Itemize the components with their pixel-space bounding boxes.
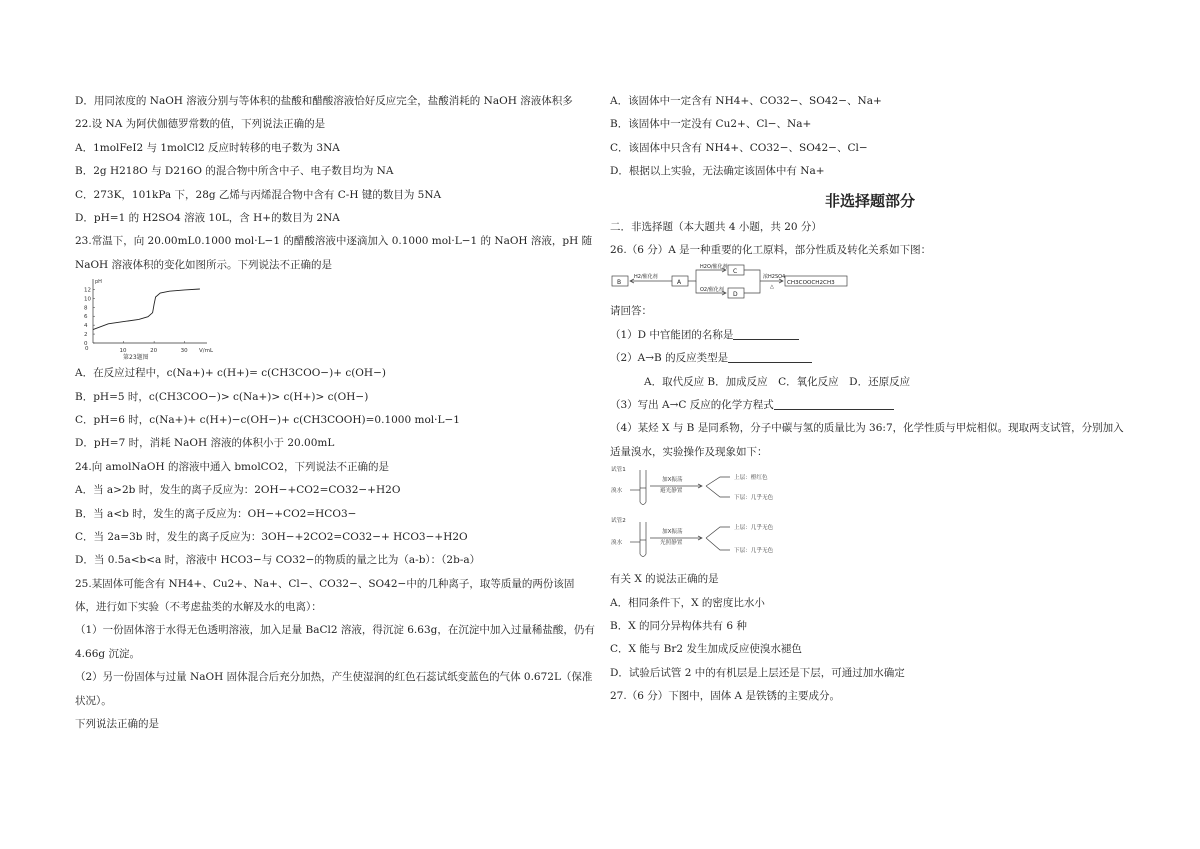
box-c-label: C: [733, 268, 738, 276]
tube1-icon: [640, 470, 646, 505]
q25-option-a: A．该固体中一定含有 NH4+、CO32−、SO42−、Na+: [610, 95, 882, 107]
q25-option-d: D．根据以上实验，无法确定该固体中有 Na+: [610, 165, 825, 178]
tube2-label: 试管2: [611, 518, 626, 525]
q27-stem: 27.（6 分）下图中，固体 A 是铁锈的主要成分。: [610, 690, 840, 703]
y-tick-label: 12: [84, 287, 91, 294]
q26-flow-diagram: [610, 262, 1130, 300]
op2-step-b: 光照静置: [660, 540, 683, 547]
q23-chart: [75, 277, 595, 362]
tube2-lower-result: 下层：几乎无色: [734, 548, 774, 555]
q22-option-c: C．273K，101kPa 下，28g 乙烯与丙烯混合物中含有 C-H 键的数目为 5NA: [75, 188, 442, 201]
q26-part4-option-b: B．X 的同分异构体共有 6 种: [610, 619, 747, 632]
y-tick-label: 8: [84, 305, 88, 312]
q26-part1: [610, 324, 1130, 347]
q24-option-b: B．当 a<b 时，发生的离子反应为：OH−+CO2=HCO3−: [75, 507, 357, 520]
x-axis-label: V/mL: [199, 348, 214, 355]
q26-part3-text: （3）写出 A→C 反应的化学方程式: [610, 398, 774, 411]
y-tick-label: 2: [84, 332, 88, 339]
q26-stem: 26.（6 分）A 是一种重要的化工原料，部分性质及转化关系如下图：: [610, 243, 932, 256]
q23-option-b: B．pH=5 时，c(CH3COO−)> c(Na+)> c(H+)> c(OH−): [75, 390, 369, 403]
ph-titration-chart: [75, 277, 215, 362]
tube2-bromine-label: 溴水: [611, 540, 623, 547]
box-d-label: D: [733, 291, 738, 299]
q23-option-a: A．在反应过程中，c(Na+)+ c(H+)= c(CH3COO−)+ c(OH−): [75, 367, 386, 380]
q26-part4-option-a: A．相同条件下，X 的密度比水小: [610, 596, 765, 609]
y-tick-label: 4: [84, 323, 88, 330]
q24-option-a: A．当 a>2b 时，发生的离子反应为：2OH−+CO2=CO32−+H2O: [75, 484, 401, 497]
op1-step-b: 避光静置: [660, 488, 683, 495]
q26-ask: 请回答：: [610, 305, 652, 318]
q26-part4-option-d: D．试验后试管 2 中的有机层是上层还是下层，可通过加水确定: [610, 666, 905, 679]
q23-option-d: D．pH=7 时，消耗 NaOH 溶液的体积小于 20.00mL: [75, 437, 335, 450]
arrow-heat-label: △: [770, 284, 774, 291]
box-b-label: B: [617, 279, 622, 287]
q26-part4-option-c: C．X 能与 Br2 发生加成反应使溴水褪色: [610, 643, 802, 656]
arrow-ad-label: O2/催化剂: [700, 287, 724, 294]
left-column: [75, 90, 595, 737]
q26-part1-text: （1）D 中官能团的名称是: [610, 328, 734, 341]
q23-stem: 23.常温下，向 20.00mL0.1000 mol·L−1 的醋酸溶液中逐滴加入 0.1000 mol·L−1 的 NaOH 溶液，pH 随 NaOH 溶液体积的变化如图所示。下列说法不正确的是: [75, 235, 593, 271]
tube1-upper-result: 上层：橙红色: [734, 475, 768, 482]
q25-ask: 下列说法正确的是: [75, 718, 159, 731]
tube2-upper-result: 上层：几乎无色: [734, 525, 774, 532]
box-a-label: A: [677, 279, 682, 287]
arrow-ab-label: H2/催化剂: [634, 274, 658, 281]
q25-experiment-2: （2）另一份固体与过量 NaOH 固体混合后充分加热，产生使湿润的红色石蕊试纸变蓝色的气体 0.672L（保准状况）。: [75, 671, 593, 707]
tube2-icon: [640, 522, 646, 557]
q26-part2-options: A．取代反应 B．加成反应 C．氧化反应 D．还原反应: [644, 375, 911, 388]
y-tick-label: 0: [84, 341, 88, 348]
q25-option-c: C．该固体中只含有 NH4+、CO32−、SO42−、Cl−: [610, 141, 868, 154]
product-label: CH3COOCH2CH3: [787, 280, 835, 287]
q26-tube-experiment: [610, 464, 1130, 568]
y-tick-label: 6: [84, 314, 88, 321]
q22-option-b: B．2g H218O 与 D216O 的混合物中所含中子、电子数目均为 NA: [75, 165, 394, 178]
right-column: [610, 90, 1130, 708]
x-tick-label: 20: [150, 348, 158, 355]
tube1-lower-result: 下层：几乎无色: [734, 495, 774, 502]
answer-blank: [774, 397, 894, 410]
q26-part2: [610, 347, 1130, 370]
op1-step-a: 加X振荡: [662, 477, 683, 484]
section-title: 非选择题部分: [824, 191, 915, 210]
q21-option-d: D．用同浓度的 NaOH 溶液分别与等体积的盐酸和醋酸溶液恰好反应完全，盐酸消耗的 NaOH 溶液体积多: [75, 95, 573, 107]
q24-stem: 24.向 amolNaOH 的溶液中通入 bmolCO2，下列说法不正确的是: [75, 460, 389, 473]
x-tick-label: 10: [119, 348, 127, 355]
section-subtitle: 二．非选择题（本大题共 4 小题，共 20 分）: [610, 220, 822, 233]
q26-part4-ask: 有关 X 的说法正确的是: [610, 573, 719, 586]
q25-stem: 25.某固体可能含有 NH4+、Cu2+、Na+、Cl−、CO32−、SO42−中的几种离子，取等质量的两份该固体，进行如下实验（不考虑盐类的水解及水的电离）：: [75, 577, 575, 614]
q26-part2-text: （2）A→B 的反应类型是: [610, 352, 729, 365]
q25-option-b: B．该固体中一定没有 Cu2+、Cl−、Na+: [610, 118, 812, 131]
op2-step-a: 加X振荡: [662, 529, 683, 536]
q24-option-d: D．当 0.5a<b<a 时，溶液中 HCO3−与 CO32−的物质的量之比为（a-b）：（2b-a）: [75, 554, 481, 567]
answer-blank: [733, 327, 799, 340]
x-tick-label: 30: [180, 348, 188, 355]
q24-option-c: C．当 2a=3b 时，发生的离子反应为：3OH−+2CO2=CO32−+ HCO3−+H2O: [75, 530, 468, 543]
ph-curve-line: [93, 289, 200, 330]
origin-label: 0: [85, 346, 89, 353]
y-axis-label: pH: [95, 279, 102, 286]
q26-part3: [610, 394, 1130, 417]
q23-option-c: C．pH=6 时，c(Na+)+ c(H+)−c(OH−)+ c(CH3COOH)=0.1000 mol·L−1: [75, 413, 460, 426]
arrow-ester-label: 浓H2SO4: [763, 274, 786, 281]
q25-experiment-1: （1）一份固体溶于水得无色透明溶液，加入足量 BaCl2 溶液，得沉淀 6.63g，在沉淀中加入过量稀盐酸，仍有 4.66g 沉淀。: [75, 624, 595, 660]
chart-caption: 第23题图: [123, 354, 149, 362]
answer-blank: [728, 350, 812, 363]
tube1-label: 试管1: [611, 467, 626, 474]
tube1-bromine-label: 溴水: [611, 488, 623, 495]
q22-stem: 22.设 NA 为阿伏伽德罗常数的值，下列说法正确的是: [75, 118, 326, 131]
arrow-ac-label: H2O/催化剂: [700, 264, 728, 271]
q22-option-a: A．1molFeI2 与 1molCl2 反应时转移的电子数为 3NA: [75, 141, 340, 154]
y-tick-label: 10: [84, 296, 91, 303]
q26-part4: （4）某烃 X 与 B 是同系物，分子中碳与氢的质量比为 36:7，化学性质与甲烷相似。现取两支试管，分别加入适量溴水，实验操作及现象如下：: [610, 422, 1124, 458]
q22-option-d: D．pH=1 的 H2SO4 溶液 10L，含 H+的数目为 2NA: [75, 211, 340, 224]
